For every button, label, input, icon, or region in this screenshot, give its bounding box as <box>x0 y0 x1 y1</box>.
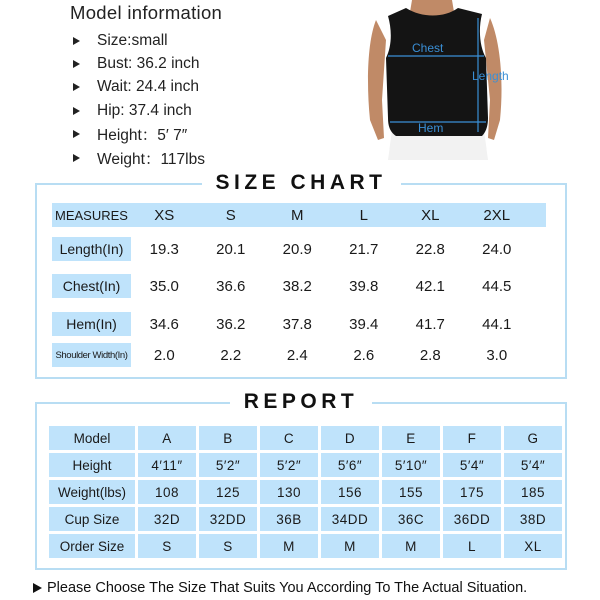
row-label: Weight(lbs) <box>49 480 135 504</box>
model-info-item <box>70 76 340 99</box>
row-label: Order Size <box>49 534 135 558</box>
size-advice-note <box>33 580 527 596</box>
report-row <box>49 507 562 531</box>
model-bust: Bust: 36.2 inch <box>97 55 200 73</box>
table-cell: S <box>199 534 257 558</box>
model-info-title: Model information <box>70 2 223 23</box>
size-chart-header-row <box>52 203 546 227</box>
model-height: Height：5′ 7″ <box>97 127 188 145</box>
table-cell: 175 <box>443 480 501 504</box>
size-header-cell: S <box>225 206 236 224</box>
table-cell: 44.5 <box>482 277 512 295</box>
table-cell: 2.6 <box>353 346 375 364</box>
table-cell: 36DD <box>443 507 501 531</box>
table-cell: 32DD <box>199 507 257 531</box>
model-photo <box>362 0 510 160</box>
table-cell: 5′10″ <box>382 453 440 477</box>
row-label: Cup Size <box>49 507 135 531</box>
size-chart-row <box>52 343 530 367</box>
table-cell: C <box>260 426 318 450</box>
table-cell: 38D <box>504 507 562 531</box>
table-cell: S <box>138 534 196 558</box>
table-cell: F <box>443 426 501 450</box>
table-cell: 4′11″ <box>138 453 196 477</box>
size-chart-row <box>52 274 530 298</box>
row-label: Height <box>49 453 135 477</box>
table-cell: 22.8 <box>415 240 445 258</box>
table-cell: 2.8 <box>419 346 441 364</box>
row-label: Chest(In) <box>52 274 131 298</box>
table-cell: 5′2″ <box>260 453 318 477</box>
arrow-bullet-icon <box>73 107 80 115</box>
size-header-cell: L <box>359 206 368 224</box>
table-cell: M <box>382 534 440 558</box>
report-heading <box>37 389 565 417</box>
table-cell: 155 <box>382 480 440 504</box>
table-cell: 34DD <box>321 507 379 531</box>
length-label: Length <box>472 69 509 83</box>
table-cell: 130 <box>260 480 318 504</box>
table-cell: 5′2″ <box>199 453 257 477</box>
arrow-right-icon <box>33 583 42 593</box>
size-chart-section <box>35 171 567 379</box>
table-cell: 36C <box>382 507 440 531</box>
table-cell: 35.0 <box>149 277 179 295</box>
arrow-bullet-icon <box>73 83 80 91</box>
table-cell: 5′6″ <box>321 453 379 477</box>
table-cell: 20.9 <box>282 240 312 258</box>
measures-header: MEASURES <box>55 207 128 223</box>
table-cell: 2.4 <box>286 346 308 364</box>
chest-label: Chest <box>412 41 444 55</box>
table-cell: G <box>504 426 562 450</box>
model-weight: Weight：117lbs <box>97 150 205 168</box>
model-size: Size:small <box>97 31 168 49</box>
table-cell: 125 <box>199 480 257 504</box>
table-cell: 41.7 <box>415 315 445 333</box>
report-section <box>35 390 567 570</box>
row-label: Model <box>49 426 135 450</box>
hem-label: Hem <box>418 121 444 135</box>
size-header-cell: XL <box>421 206 440 224</box>
table-cell: 36.2 <box>216 315 246 333</box>
table-cell: E <box>382 426 440 450</box>
size-advice-text: Please Choose The Size That Suits You According To The Actual Situation. <box>47 580 528 596</box>
arrow-bullet-icon <box>73 37 80 45</box>
table-cell: 37.8 <box>282 315 312 333</box>
table-cell: L <box>443 534 501 558</box>
row-label: Shoulder Width(In) <box>52 343 131 367</box>
table-cell: 3.0 <box>486 346 508 364</box>
table-cell: 2.2 <box>220 346 242 364</box>
table-cell: B <box>199 426 257 450</box>
table-cell: 36B <box>260 507 318 531</box>
table-cell: 44.1 <box>482 315 512 333</box>
model-waist: Wait: 24.4 inch <box>97 78 199 96</box>
size-chart-row <box>52 312 530 336</box>
table-cell: 32D <box>138 507 196 531</box>
size-chart-title: SIZE CHART <box>202 171 401 194</box>
table-cell: 19.3 <box>149 240 179 258</box>
table-cell: 34.6 <box>149 315 179 333</box>
size-header-cell: 2XL <box>483 206 511 224</box>
model-info-item <box>70 29 340 52</box>
table-cell: 5′4″ <box>443 453 501 477</box>
size-header-cell: XS <box>154 206 175 224</box>
size-chart-heading <box>37 170 565 198</box>
report-row <box>49 480 562 504</box>
table-cell: 108 <box>138 480 196 504</box>
model-info-item <box>70 123 340 146</box>
arrow-bullet-icon <box>73 154 80 162</box>
table-cell: 36.6 <box>216 277 246 295</box>
table-cell: XL <box>504 534 562 558</box>
row-label: Length(In) <box>52 237 131 261</box>
table-cell: 2.0 <box>153 346 175 364</box>
table-cell: M <box>260 534 318 558</box>
model-information <box>70 2 340 169</box>
arrow-bullet-icon <box>73 130 80 138</box>
report-title: REPORT <box>230 390 373 413</box>
model-hip: Hip: 37.4 inch <box>97 101 192 119</box>
table-cell: 39.4 <box>349 315 379 333</box>
table-cell: 42.1 <box>415 277 445 295</box>
size-header-cell: M <box>291 206 304 224</box>
table-cell: 21.7 <box>349 240 379 258</box>
table-cell: 24.0 <box>482 240 512 258</box>
model-info-list <box>70 29 340 169</box>
table-cell: M <box>321 534 379 558</box>
size-chart-row <box>52 237 530 261</box>
table-cell: D <box>321 426 379 450</box>
arrow-bullet-icon <box>73 60 80 68</box>
table-cell: 5′4″ <box>504 453 562 477</box>
model-info-item <box>70 52 340 75</box>
row-label: Hem(In) <box>52 312 131 336</box>
model-info-item <box>70 99 340 122</box>
table-cell: 156 <box>321 480 379 504</box>
table-cell: 20.1 <box>216 240 246 258</box>
report-row <box>49 534 562 558</box>
table-cell: 39.8 <box>349 277 379 295</box>
table-cell: 185 <box>504 480 562 504</box>
model-info-item <box>70 146 340 169</box>
report-row <box>49 453 562 477</box>
table-cell: 38.2 <box>282 277 312 295</box>
table-cell: A <box>138 426 196 450</box>
report-row <box>49 426 562 450</box>
